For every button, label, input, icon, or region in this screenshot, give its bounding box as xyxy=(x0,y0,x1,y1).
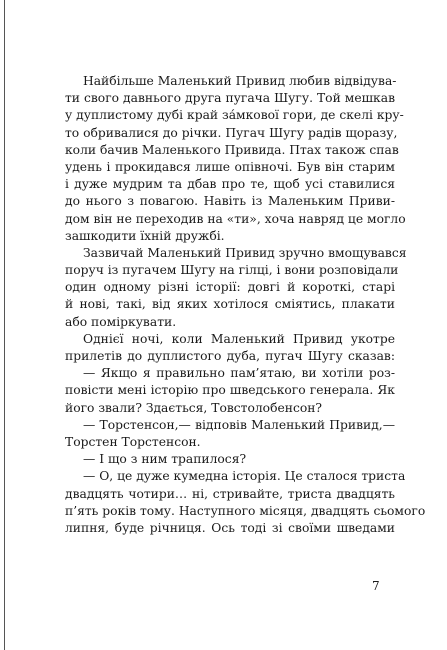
text-line: удень і прокидався лише опівночі. Був він старим xyxy=(65,159,395,174)
text-line: прилетів до дуплистого дуба, пугач Шугу сказав: xyxy=(65,349,395,363)
text-line: зашкодити їхній дружбі. xyxy=(65,228,225,243)
text-line: один одному різні історії: довгі й короткі, старі xyxy=(65,280,395,295)
text-line: — О, це дуже кумедна історія. Це сталося триста xyxy=(83,469,406,484)
text-line: й нові, такі, від яких хотілося сміятись, плакати xyxy=(65,297,395,312)
page-edge-line xyxy=(4,0,5,650)
text-line: у дуплистому дубі край за́мкової гори, де скелі кру- xyxy=(65,108,404,123)
text-line: то обривалися до річки. Пугач Шугу радів щоразу, xyxy=(65,125,398,140)
text-line: поруч із пугачем Шугу на гілці, і вони розповідали xyxy=(65,263,399,278)
text-line: Зазвичай Маленький Привид зручно вмощувався xyxy=(83,245,407,260)
text-line: п’ять років тому. Наступного місяця, двадцять сьомого xyxy=(65,503,426,518)
text-line: ти свого давнього друга пугача Шугу. Той мешкав xyxy=(65,91,395,106)
text-line: — І що з ним трапилося? xyxy=(83,452,247,467)
text-line: повісти мені історію про шведського генерала. Як xyxy=(65,383,395,398)
page-number: 7 xyxy=(372,579,380,593)
text-line: дом він не переходив на «ти», хоча навряд це могло xyxy=(65,211,406,226)
text-line: липня, буде річниця. Ось тоді зі своїми шведами xyxy=(65,520,395,535)
text-line: двадцять чотири… ні, стривайте, триста двадцять xyxy=(65,486,395,501)
text-line: Однієї ночі, коли Маленький Привид укотре xyxy=(83,331,395,346)
text-line: Торстен Торстенсон. xyxy=(65,434,201,449)
text-line: до нього з повагою. Навіть із Маленьким Приви- xyxy=(65,194,395,209)
text-line: — Якщо я правильно пам’ятаю, ви хотіли роз- xyxy=(83,366,395,381)
text-line: і дуже мудрим та дбав про те, щоб усі ставилися xyxy=(65,177,395,192)
text-line: або поміркувати. xyxy=(65,314,177,329)
body-text xyxy=(65,73,426,537)
text-line: — Торстенсон,— відповів Маленький Привид,— xyxy=(83,417,395,432)
text-line: коли бачив Маленького Привида. Птах також спав xyxy=(65,142,399,157)
text-line: його звали? Здається, Товстолобенсон? xyxy=(65,400,323,415)
text-line: Найбільше Маленький Привид любив відвідува- xyxy=(83,74,397,88)
